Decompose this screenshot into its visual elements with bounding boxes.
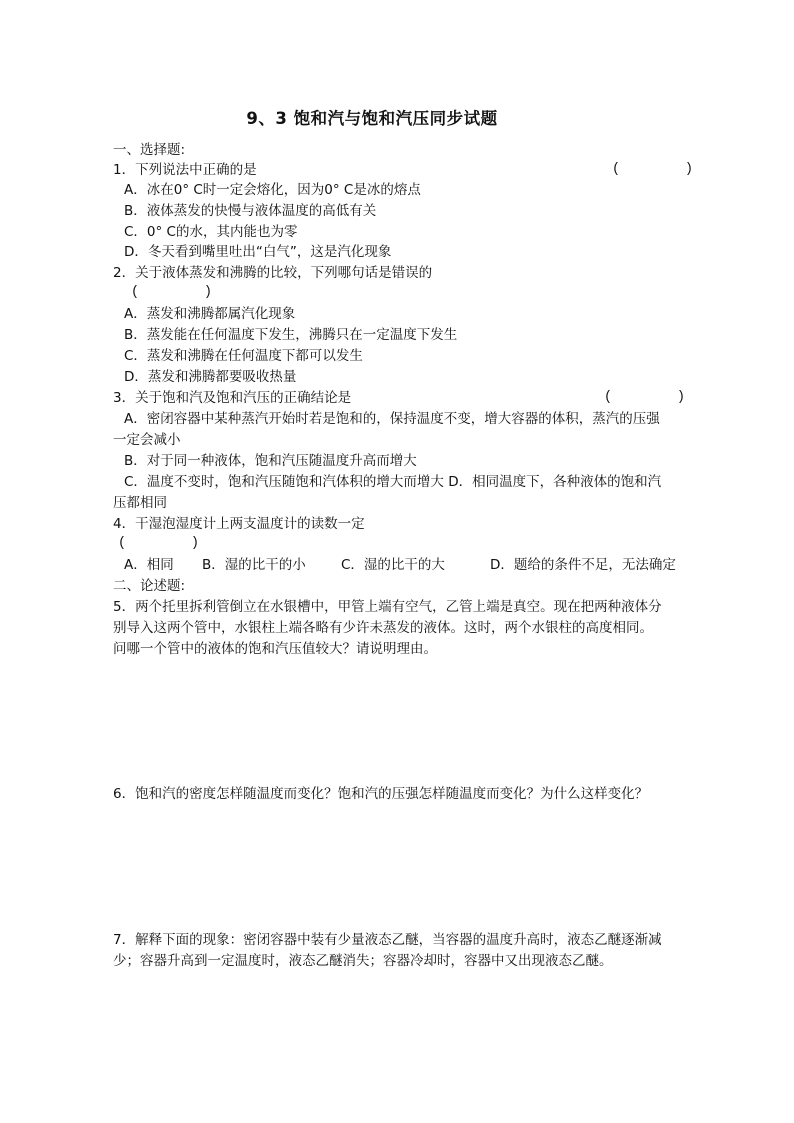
question-2-option-a: A．蒸发和沸腾都属汽化现象 — [124, 306, 296, 322]
question-7-line2: 少；容器升高到一定温度时，液态乙醚消失；容器冷却时，容器中又出现液态乙醚。 — [113, 953, 613, 969]
question-1-option-a: A．冰在0° C时一定会熔化，因为0° C是冰的熔点 — [124, 182, 421, 198]
question-1-option-c: C．0° C的水，其内能也为零 — [124, 224, 298, 240]
question-2-option-b: B．蒸发能在任何温度下发生，沸腾只在一定温度下发生 — [124, 327, 458, 343]
question-4-stem: 4．干湿泡湿度计上两支温度计的读数一定 — [113, 516, 365, 532]
question-3-stem: 3．关于饱和汽及饱和汽压的正确结论是 — [113, 390, 352, 406]
question-2-option-d: D．蒸发和沸腾都要吸收热量 — [124, 369, 297, 385]
question-4-option-c: C．湿的比干的大 — [341, 557, 445, 573]
question-3-option-b: B．对于同一种液体，饱和汽压随温度升高而增大 — [124, 453, 417, 469]
question-2-stem: 2．关于液体蒸发和沸腾的比较，下列哪句话是错误的 — [113, 265, 433, 281]
question-2-answer-blank: ( ) — [131, 285, 213, 300]
section-heading-essay: 二、论述题: — [113, 578, 186, 594]
question-4-answer-blank: ( ) — [118, 536, 200, 551]
question-5-line2: 别导入这两个管中，水银柱上端各略有少许未蒸发的液体。这时，两个水银柱的高度相同。 — [113, 620, 653, 636]
question-7-line1: 7．解释下面的现象：密闭容器中装有少量液态乙醚，当容器的温度升高时，液态乙醚逐渐减 — [113, 932, 662, 948]
question-3-option-a-line2: 一定会减小 — [113, 432, 181, 448]
question-3-option-cd-line2: 压都相同 — [113, 495, 167, 511]
section-heading-choice: 一、选择题: — [113, 142, 186, 158]
document-title: 9、3 饱和汽与饱和汽压同步试题 — [246, 109, 498, 128]
question-1-stem: 1．下列说法中正确的是 — [113, 162, 257, 178]
question-3-option-cd-line1: C．温度不变时，饱和汽压随饱和汽体积的增大而增大 D．相同温度下，各种液体的饱和汽 — [124, 474, 662, 490]
question-5-line1: 5．两个托里拆利管倒立在水银槽中，甲管上端有空气，乙管上端是真空。现在把两种液体分 — [113, 599, 662, 615]
question-4-option-a: A．相同 — [124, 557, 174, 573]
question-1-option-b: B．液体蒸发的快慢与液体温度的高低有关 — [124, 203, 377, 219]
question-4-option-d: D．题给的条件不足，无法确定 — [490, 557, 676, 573]
question-3-option-a-line1: A．密闭容器中某种蒸汽开始时若是饱和的，保持温度不变，增大容器的体积，蒸汽的压强 — [124, 411, 660, 427]
question-1-option-d: D．冬天看到嘴里吐出“白气”，这是汽化现象 — [124, 244, 392, 260]
question-4-option-b: B．湿的比干的小 — [202, 557, 306, 573]
question-2-option-c: C．蒸发和沸腾在任何温度下都可以发生 — [124, 348, 363, 364]
question-3-answer-blank: ( ) — [604, 390, 686, 405]
question-5-line3: 问哪一个管中的液体的饱和汽压值较大？请说明理由。 — [113, 641, 437, 657]
question-6-line1: 6．饱和汽的密度怎样随温度而变化？饱和汽的压强怎样随温度而变化？为什么这样变化？ — [113, 786, 649, 802]
question-1-answer-blank: ( ) — [612, 162, 694, 177]
